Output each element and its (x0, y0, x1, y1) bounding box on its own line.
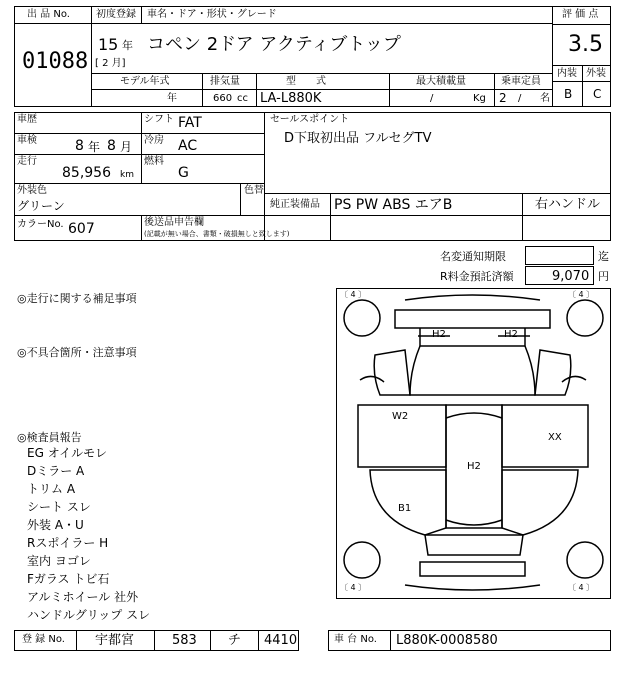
recycle-amount: 9,070 (552, 269, 590, 284)
report-line: ハンドルグリップ スレ (27, 608, 151, 622)
report-line: Dミラー A (27, 464, 85, 478)
reg-number: 4410 (264, 633, 298, 648)
color-change-label: 色替 (244, 185, 264, 196)
sales-point: D下取初出品 フルセグTV (284, 131, 432, 146)
trunk (425, 535, 523, 555)
report-line: Fガラス トビ石 (27, 572, 110, 586)
equipment-label: 純正装備品 (270, 199, 320, 210)
tire-label-rr: 〔 4 〕 (568, 583, 595, 592)
shift-label: シフト (144, 114, 174, 125)
lot-no-label: 出 品 No. (27, 9, 70, 20)
reg-class: 583 (172, 633, 197, 648)
max-load-slash: / (430, 93, 434, 104)
report-line: EG オイルモレ (27, 446, 108, 460)
car-name-label: 車名・ドア・形状・グレード (147, 9, 277, 20)
fuel: G (178, 165, 189, 181)
model-year-label: モデル年式 (120, 76, 170, 87)
left-front-fender (374, 350, 410, 395)
displacement-label: 排気量 (210, 76, 240, 87)
report-line: シート スレ (27, 500, 91, 514)
inspection-label: 車検 (17, 135, 37, 146)
tire-front-left (344, 300, 380, 336)
running-heading: ◎走行に関する補足事項 (17, 292, 137, 305)
displacement-unit: cc (237, 93, 248, 104)
capacity-slash: / (518, 93, 522, 104)
inspection-month: 8 (107, 138, 116, 154)
model-code: LA-L880K (260, 91, 322, 106)
report-line: 室内 ヨゴレ (27, 554, 91, 568)
docs-label: 後送品申告欄 (144, 217, 204, 228)
max-load-label: 最大積載量 (416, 76, 466, 87)
history-label: 車歴 (17, 114, 37, 125)
docs-note: (記載が無い場合、書類・破損無しと致します) (144, 230, 290, 238)
tire-rear-left (344, 542, 380, 578)
damage-mark: H2 (504, 329, 518, 340)
displacement: 660 (213, 93, 233, 104)
damage-mark: W2 (392, 411, 409, 422)
name-change-unit: 迄 (598, 250, 609, 263)
inspector-heading: ◎検査員報告 (17, 431, 82, 444)
name-change-label: 名変通知期限 (440, 250, 506, 263)
handle: 右ハンドル (535, 197, 601, 212)
score: 3.5 (568, 32, 603, 57)
first-reg-label: 初度登録 (96, 9, 136, 20)
sales-point-label: セールスポイント (270, 114, 350, 125)
inspection-year: 8 (75, 138, 84, 154)
capacity: 2 (499, 91, 507, 105)
damage-mark: H2 (467, 461, 481, 472)
chassis-no: L880K-0008580 (396, 633, 498, 648)
reg-kana: チ (228, 633, 242, 648)
car-name: コペン 2ドア アクティブトップ (147, 34, 401, 55)
model-year-unit: 年 (167, 93, 177, 104)
fuel-label: 燃料 (144, 156, 164, 167)
reg-area: 宇都宮 (95, 633, 135, 648)
ac-label: 冷房 (144, 135, 164, 146)
interior-label: 内装 (557, 68, 577, 79)
front-bumper (395, 310, 550, 328)
inspection-year-unit: 年 (88, 140, 101, 154)
right-quarter (502, 470, 578, 535)
damage-mark: B1 (398, 503, 412, 514)
first-reg-year: 15 (98, 35, 119, 54)
max-load-unit: Kg (473, 93, 486, 104)
recycle-label: R料金預託済額 (440, 270, 514, 283)
first-reg-month: [ 2 月] (95, 58, 126, 69)
score-label: 評 価 点 (562, 9, 599, 20)
color-no: 607 (68, 221, 95, 237)
right-front-fender (535, 350, 571, 395)
ext-color-label: 外装色 (17, 185, 47, 196)
hood (410, 346, 535, 395)
defects-heading: ◎不具合箇所・注意事項 (17, 346, 137, 359)
shift: FAT (178, 115, 202, 131)
right-door (502, 405, 588, 467)
tire-rear-right (567, 542, 603, 578)
mileage: 85,956 (62, 165, 111, 181)
exterior-grade: C (593, 87, 602, 101)
ext-color: グリーン (17, 199, 65, 213)
color-no-label: カラーNo. (17, 219, 64, 230)
report-line: 外装 A・U (27, 518, 84, 532)
lot-no: 01088 (22, 49, 89, 74)
tire-label-fr: 〔 4 〕 (568, 290, 595, 299)
tire-front-right (567, 300, 603, 336)
damage-mark: H2 (432, 329, 446, 340)
mileage-label: 走行 (17, 156, 37, 167)
damage-mark: XX (548, 432, 562, 443)
interior-grade: B (564, 87, 573, 101)
recycle-unit: 円 (598, 270, 609, 283)
reg-no-label: 登 録 No. (22, 634, 65, 645)
report-line: トリム A (27, 482, 76, 496)
tire-label-rl: 〔 4 〕 (340, 583, 367, 592)
equipment: PS PW ABS エアB (334, 197, 453, 213)
capacity-name-unit: 名 (540, 93, 550, 104)
capacity-label: 乗車定員 (501, 76, 541, 87)
type-label: 型 式 (286, 76, 326, 87)
inspection-month-unit: 月 (120, 140, 133, 154)
report-line: Rスポイラー H (27, 536, 109, 550)
first-reg-year-unit: 年 (122, 39, 133, 52)
mileage-unit: km (120, 170, 134, 180)
chassis-label: 車 台 No. (334, 634, 377, 645)
ac: AC (178, 138, 198, 154)
report-line: アルミホイール 社外 (27, 590, 139, 604)
exterior-label: 外装 (586, 68, 606, 79)
tire-label-fl: 〔 4 〕 (340, 290, 367, 299)
rear-bumper (420, 562, 525, 576)
